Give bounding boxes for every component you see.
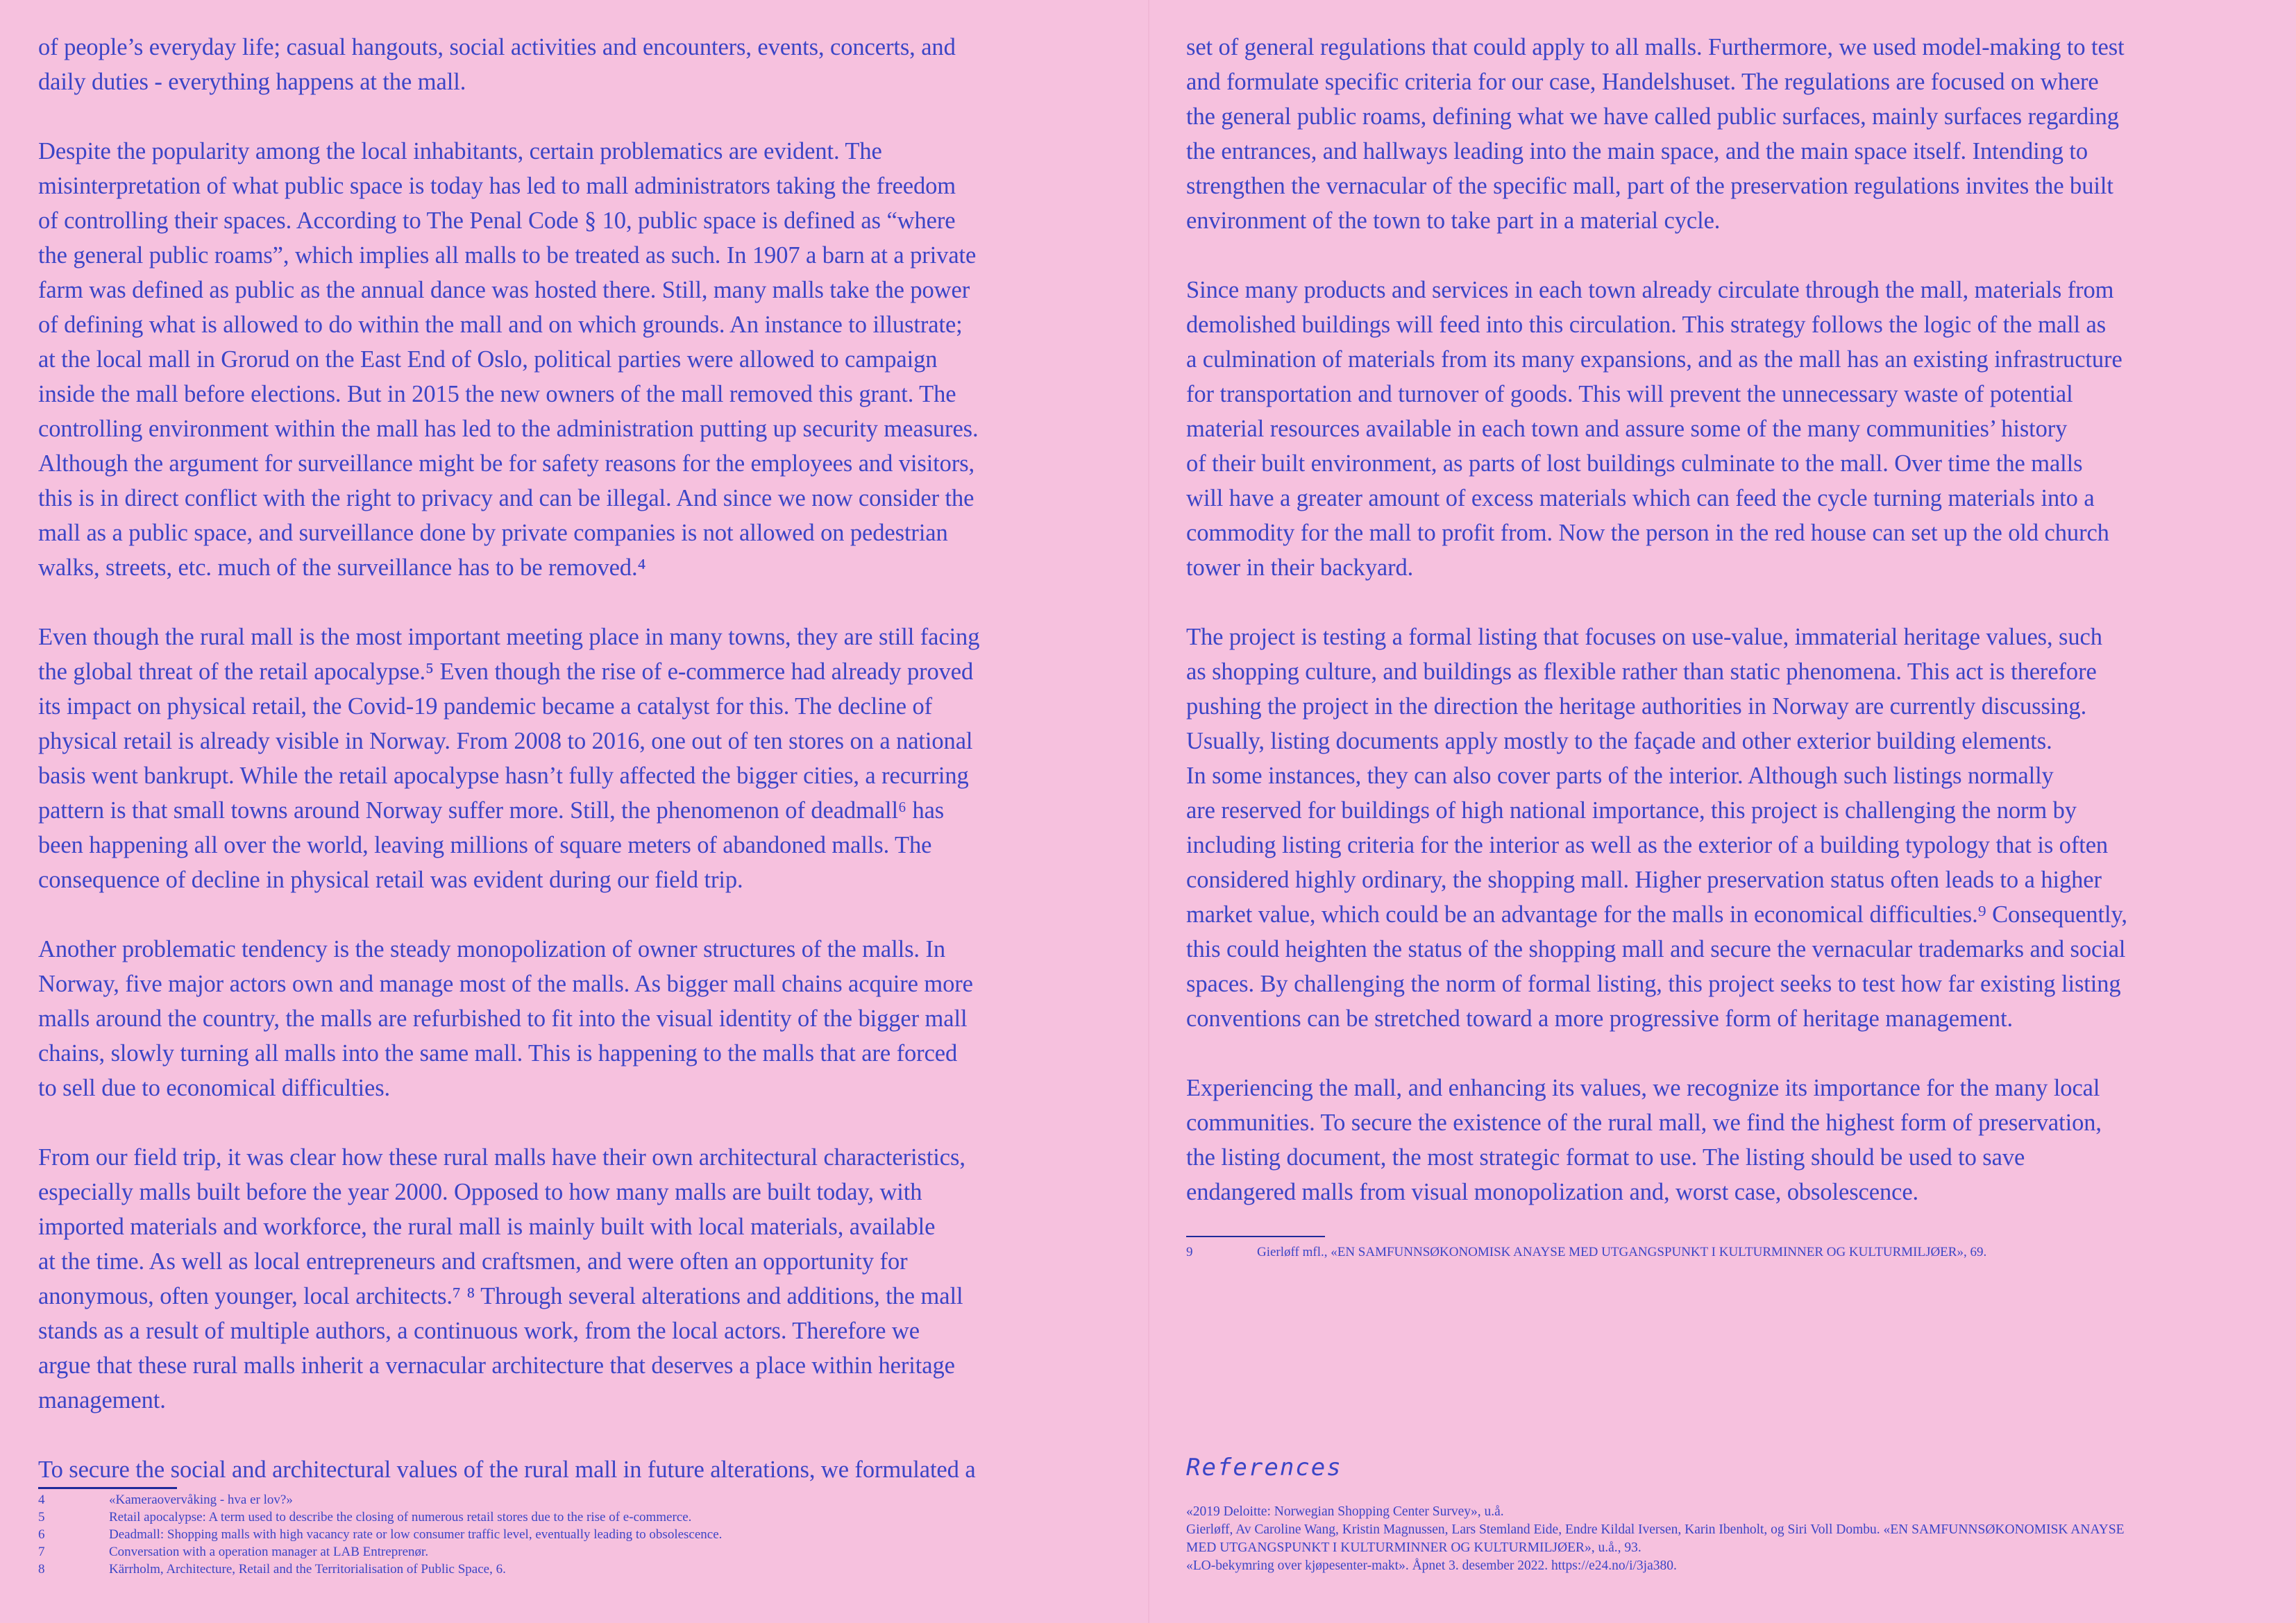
paragraph — [1186, 273, 2269, 585]
text-line: including listing criteria for the interior as well as the exterior of a building typology that is often — [1186, 832, 2109, 858]
text-line: Usually, listing documents apply mostly to the façade and other exterior building elements. — [1186, 728, 2052, 754]
text-line: of defining what is allowed to do within the mall and on which grounds. An instance to illustrate; — [38, 312, 963, 338]
text-line: communities. To secure the existence of the rural mall, we find the highest form of preservation, — [1186, 1110, 2102, 1136]
text-line: consequence of decline in physical retail was evident during our field trip. — [38, 867, 743, 893]
footnote-number: 6 — [38, 1527, 45, 1542]
text-line: imported materials and workforce, the rural mall is mainly built with local materials, available — [38, 1214, 936, 1240]
text-line: been happening all over the world, leaving millions of square meters of abandoned malls. The — [38, 832, 932, 858]
footnote-rule — [1186, 1236, 1325, 1237]
paragraph — [1186, 620, 2269, 1036]
text-line: to sell due to economical difficulties. — [38, 1075, 391, 1101]
text-line: commodity for the mall to profit from. Now the person in the red house can set up the old church — [1186, 520, 2109, 546]
footnote-number: 9 — [1186, 1245, 1193, 1259]
text-line: considered highly ordinary, the shopping mall. Higher preservation status often leads to a higher — [1186, 867, 2102, 893]
paragraph — [38, 932, 1121, 1105]
left-footnotes — [38, 1491, 722, 1578]
text-line: In some instances, they can also cover parts of the interior. Although such listings normally — [1186, 763, 2054, 789]
text-line: mall as a public space, and surveillance done by private companies is not allowed on pedestrian — [38, 520, 948, 546]
text-line: basis went bankrupt. While the retail apocalypse hasn’t fully affected the bigger cities, a recurring — [38, 763, 969, 789]
text-line: the general public roams, defining what we have called public surfaces, mainly surfaces regarding — [1186, 103, 2119, 130]
paragraph — [38, 1140, 1121, 1418]
text-line: will have a greater amount of excess materials which can feed the cycle turning materials into a — [1186, 485, 2095, 511]
page-gutter — [1148, 0, 1149, 1623]
paragraph-gap — [1186, 1036, 2269, 1071]
text-line: To secure the social and architectural values of the rural mall in future alterations, we formulated a — [38, 1456, 976, 1483]
text-line: the global threat of the retail apocalypse.⁵ Even though the rise of e-commerce had already proved — [38, 658, 974, 685]
footnote-number: 5 — [38, 1510, 45, 1524]
footnote — [38, 1509, 722, 1526]
text-line: a culmination of materials from its many expansions, and as the mall has an existing infrastructure — [1186, 346, 2122, 373]
paragraph-gap — [38, 897, 1121, 932]
text-line: chains, slowly turning all malls into the same mall. This is happening to the malls that are forced — [38, 1040, 958, 1067]
text-line: Although the argument for surveillance might be for safety reasons for the employees and visitors, — [38, 450, 975, 477]
text-line: anonymous, often younger, local architects.⁷ ⁸ Through several alterations and additions, the mall — [38, 1283, 963, 1309]
footnote-text: «Kameraovervåking - hva er lov?» — [109, 1493, 293, 1507]
text-line: Norway, five major actors own and manage most of the malls. As bigger mall chains acquire more — [38, 971, 973, 997]
paragraph-gap — [1186, 238, 2269, 273]
footnote-number: 8 — [38, 1562, 45, 1577]
text-line: controlling environment within the mall has led to the administration putting up security measures. — [38, 416, 979, 442]
footnote-text: Gierløff mfl., «EN SAMFUNNSØKONOMISK ANAYSE MED UTGANGSPUNKT I KULTURMINNER OG KULTURMILJØER», 69. — [1257, 1245, 1987, 1259]
references-list — [1186, 1503, 2125, 1575]
right-footnotes — [1186, 1243, 1986, 1261]
footnote-number: 7 — [38, 1545, 45, 1559]
text-line: the general public roams”, which implies all malls to be treated as such. In 1907 a barn at a private — [38, 242, 977, 269]
left-body-text — [38, 30, 1121, 1487]
text-line: physical retail is already visible in Norway. From 2008 to 2016, one out of ten stores on a national — [38, 728, 973, 754]
paragraph — [38, 30, 1121, 99]
text-line: of their built environment, as parts of lost buildings culminate to the mall. Over time the malls — [1186, 450, 2083, 477]
paragraph-gap — [38, 99, 1121, 134]
text-line: set of general regulations that could apply to all malls. Furthermore, we used model-making to test — [1186, 34, 2125, 60]
references-heading: References — [1186, 1454, 1342, 1481]
left-page — [38, 30, 1121, 1487]
text-line: demolished buildings will feed into this circulation. This strategy follows the logic of the mall as — [1186, 312, 2107, 338]
text-line: Even though the rural mall is the most important meeting place in many towns, they are still facing — [38, 624, 980, 650]
text-line: as shopping culture, and buildings as flexible rather than static phenomena. This act is therefore — [1186, 658, 2097, 685]
text-line: material resources available in each town and assure some of the many communities’ history — [1186, 416, 2068, 442]
text-line: farm was defined as public as the annual dance was hosted there. Still, many malls take the power — [38, 277, 970, 303]
footnote — [1186, 1243, 1986, 1261]
text-line: daily duties - everything happens at the mall. — [38, 69, 466, 95]
paragraph-gap — [38, 585, 1121, 620]
footnote-text: Conversation with a operation manager at LAB Entreprenør. — [109, 1545, 429, 1559]
right-body-text — [1186, 30, 2269, 1209]
text-line: are reserved for buildings of high national importance, this project is challenging the norm by — [1186, 797, 2077, 824]
text-line: walks, streets, etc. much of the surveillance has to be removed.⁴ — [38, 554, 646, 581]
text-line: for transportation and turnover of goods. This will prevent the unnecessary waste of potential — [1186, 381, 2073, 407]
footnote-text: Deadmall: Shopping malls with high vacancy rate or low consumer traffic level, eventually leading to obsolescence. — [109, 1527, 723, 1542]
text-line: especially malls built before the year 2000. Opposed to how many malls are built today, with — [38, 1179, 922, 1205]
footnote — [38, 1543, 722, 1561]
text-line: From our field trip, it was clear how these rural malls have their own architectural characteristics, — [38, 1144, 965, 1171]
paragraph-gap — [1186, 585, 2269, 620]
paragraph — [1186, 30, 2269, 238]
text-line: Another problematic tendency is the steady monopolization of owner structures of the malls. In — [38, 936, 945, 962]
text-line: Despite the popularity among the local inhabitants, certain problematics are evident. The — [38, 138, 882, 164]
text-line: and formulate specific criteria for our case, Handelshuset. The regulations are focused on where — [1186, 69, 2099, 95]
section-underline — [38, 1487, 177, 1489]
text-line: its impact on physical retail, the Covid-19 pandemic became a catalyst for this. The decline of — [38, 693, 932, 720]
text-line: of controlling their spaces. According to The Penal Code § 10, public space is defined as “where — [38, 207, 956, 234]
text-line: stands as a result of multiple authors, a continuous work, from the local actors. Therefore we — [38, 1318, 920, 1344]
text-line: The project is testing a formal listing that focuses on use-value, immaterial heritage values, such — [1186, 624, 2102, 650]
text-line: Since many products and services in each town already circulate through the mall, materials from — [1186, 277, 2114, 303]
text-line: endangered malls from visual monopolization and, worst case, obsolescence. — [1186, 1179, 1919, 1205]
reference-entry: «LO-bekymring over kjøpesenter-makt». Åpnet 3. desember 2022. https://e24.no/i/3ja380. — [1186, 1558, 1677, 1573]
footnote-number: 4 — [38, 1493, 45, 1507]
footnote — [38, 1526, 722, 1543]
footnote-text: Kärrholm, Architecture, Retail and the Territorialisation of Public Space, 6. — [109, 1562, 506, 1577]
paragraph — [38, 134, 1121, 585]
paragraph — [38, 620, 1121, 897]
text-line: this is in direct conflict with the right to privacy and can be illegal. And since we now consider the — [38, 485, 974, 511]
text-line: the listing document, the most strategic format to use. The listing should be used to save — [1186, 1144, 2025, 1171]
text-line: management. — [38, 1387, 166, 1413]
text-line: Experiencing the mall, and enhancing its values, we recognize its importance for the many local — [1186, 1075, 2100, 1101]
text-line: the entrances, and hallways leading into the main space, and the main space itself. Intending to — [1186, 138, 2088, 164]
text-line: market value, which could be an advantage for the malls in economical difficulties.⁹ Consequently, — [1186, 901, 2127, 928]
text-line: this could heighten the status of the shopping mall and secure the vernacular trademarks and social — [1186, 936, 2126, 962]
footnote — [38, 1491, 722, 1509]
right-page — [1186, 30, 2269, 1209]
text-line: at the local mall in Grorud on the East End of Oslo, political parties were allowed to campaign — [38, 346, 938, 373]
text-line: of people’s everyday life; casual hangouts, social activities and encounters, events, concerts, and — [38, 34, 956, 60]
reference-entry: «2019 Deloitte: Norwegian Shopping Center Survey», u.å. — [1186, 1504, 1504, 1519]
text-line: pushing the project in the direction the heritage authorities in Norway are currently discussing. — [1186, 693, 2087, 720]
footnote-text: Retail apocalypse: A term used to describe the closing of numerous retail stores due to the rise of e-commerce. — [109, 1510, 692, 1524]
paragraph — [38, 1452, 1121, 1487]
text-line: tower in their backyard. — [1186, 554, 1414, 581]
paragraph-gap — [38, 1418, 1121, 1452]
text-line: strengthen the vernacular of the specific mall, part of the preservation regulations invites the built — [1186, 173, 2113, 199]
text-line: at the time. As well as local entrepreneurs and craftsmen, and were often an opportunity for — [38, 1248, 908, 1275]
text-line: malls around the country, the malls are refurbished to fit into the visual identity of the bigger mall — [38, 1005, 968, 1032]
footnote — [38, 1561, 722, 1578]
paragraph — [1186, 1071, 2269, 1209]
paragraph-gap — [38, 1105, 1121, 1140]
text-line: inside the mall before elections. But in 2015 the new owners of the mall removed this grant. The — [38, 381, 956, 407]
text-line: misinterpretation of what public space is today has led to mall administrators taking the freedom — [38, 173, 956, 199]
text-line: spaces. By challenging the norm of formal listing, this project seeks to test how far existing listing — [1186, 971, 2121, 997]
reference-entry: MED UTGANGSPUNKT I KULTURMINNER OG KULTURMILJØER», u.å., 93. — [1186, 1540, 1641, 1555]
reference-entry: Gierløff, Av Caroline Wang, Kristin Magnussen, Lars Stemland Eide, Endre Kildal Iversen, Karin Ibenholt, og Siri Voll Dombu. «EN SAMFUNNSØKONOMISK ANAYSE — [1186, 1522, 2125, 1537]
text-line: pattern is that small towns around Norway suffer more. Still, the phenomenon of deadmall⁶ has — [38, 797, 945, 824]
text-line: argue that these rural malls inherit a vernacular architecture that deserves a place within heritage — [38, 1352, 955, 1379]
text-line: conventions can be stretched toward a more progressive form of heritage management. — [1186, 1005, 2014, 1032]
text-line: environment of the town to take part in a material cycle. — [1186, 207, 1721, 234]
